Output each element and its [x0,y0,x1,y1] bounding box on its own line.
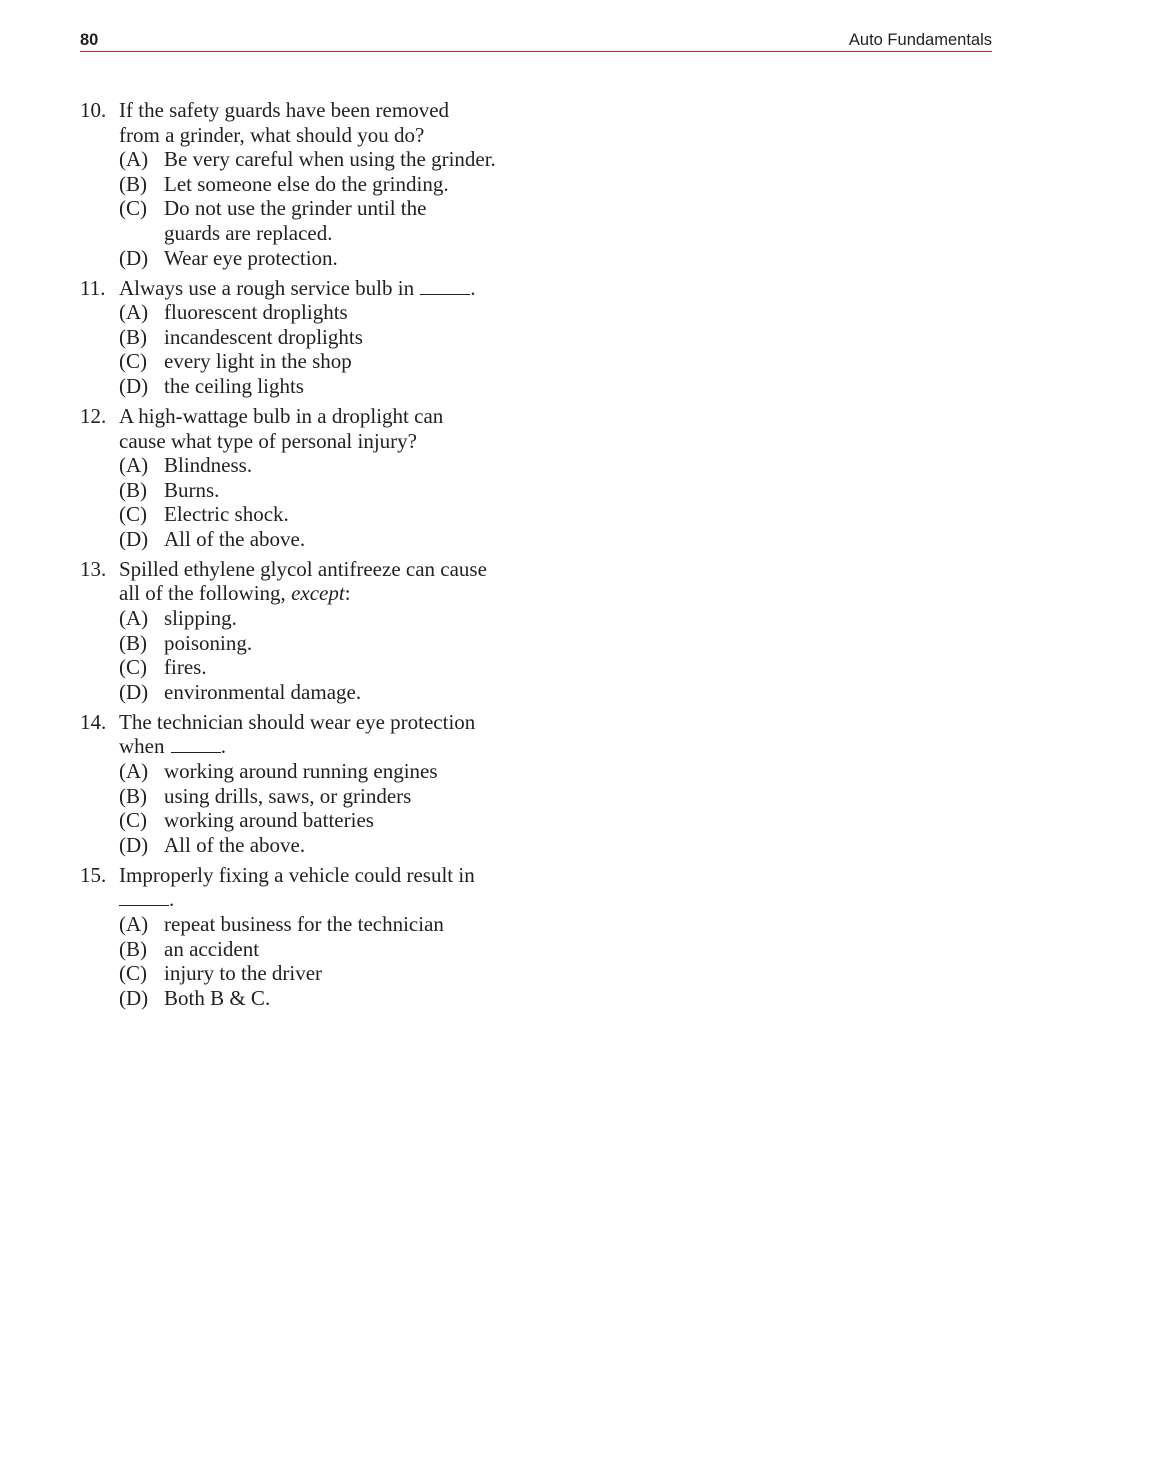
option-text: an accident [164,936,260,961]
answer-option-d [119,374,550,399]
option-label: (D) [119,245,149,270]
option-text: guards are replaced. [164,220,333,245]
stem-punctuation: . [220,734,226,759]
option-text: Be very careful when using the grinder. [164,147,496,172]
question-stem-line: If the safety guards have been removed [119,98,450,122]
option-text: Burns. [164,477,220,502]
stem-text: Always use a rough service bulb in [119,275,415,300]
answer-option-b [119,478,550,503]
question-list [80,98,550,1016]
question-stem-line [119,734,550,759]
answer-option-d [119,527,550,552]
option-label: (A) [119,300,149,325]
answer-option-a [119,147,550,172]
answer-option-b [119,631,550,656]
answer-options [119,300,550,398]
question-stem-line: A high-wattage bulb in a droplight can [119,403,444,428]
answer-option-b [119,172,550,197]
answer-options [119,759,550,857]
option-text: All of the above. [164,526,306,551]
option-text: working around batteries [164,808,374,833]
question-stem-line: cause what type of personal injury? [119,428,417,453]
question-stem-line: Improperly fixing a vehicle could result in [119,862,475,887]
option-text: fluorescent droplights [164,300,348,325]
option-text: All of the above. [164,832,306,857]
question-stem-line: Spilled ethylene glycol antifreeze can cause [119,556,487,581]
answer-option-b [119,937,550,962]
question-stem-line [119,887,550,912]
option-label: (C) [119,655,147,680]
question-12 [80,404,550,552]
stem-punctuation: . [470,275,476,300]
answer-option-b [119,784,550,809]
answer-option-c [119,349,550,374]
fill-in-blank [119,904,169,906]
answer-option-c [119,808,550,833]
answer-option-d [119,246,550,271]
stem-punctuation: . [169,887,175,912]
option-label: (C) [119,961,147,986]
option-label: (B) [119,477,147,502]
question-number: 13. [80,556,107,581]
fill-in-blank [171,751,221,753]
option-label: (B) [119,324,147,349]
option-text: poisoning. [164,630,253,655]
option-label: (D) [119,679,149,704]
answer-options [119,606,550,704]
option-text: Blindness. [164,453,253,478]
option-text: every light in the shop [164,349,352,374]
question-13 [80,557,550,705]
question-15 [80,863,550,1011]
answer-option-b [119,325,550,350]
option-text: environmental damage. [164,679,362,704]
option-text: Let someone else do the grinding. [164,171,449,196]
option-label: (A) [119,147,149,172]
question-10 [80,98,550,270]
option-text: incandescent droplights [164,324,363,349]
question-11 [80,276,550,399]
answer-option-a [119,606,550,631]
option-label: (B) [119,783,147,808]
option-label: (C) [119,349,147,374]
option-label: (A) [119,759,149,783]
answer-options [119,912,550,1010]
option-text: Wear eye protection. [164,245,338,270]
option-label: (D) [119,832,149,857]
running-title: Auto Fundamentals [848,31,992,49]
answer-option-d [119,680,550,705]
option-text: the ceiling lights [164,373,304,398]
stem-text: all of the following, [119,581,286,606]
question-number: 12. [80,403,107,428]
option-text: fires. [164,655,207,680]
fill-in-blank [420,293,470,295]
answer-option-a [119,912,550,937]
answer-option-d [119,986,550,1011]
page-number: 80 [80,31,99,49]
answer-option-c [119,196,550,245]
option-label: (A) [119,453,149,478]
option-label: (C) [119,196,147,221]
option-text: Both B & C. [164,985,271,1010]
option-text: using drills, saws, or grinders [164,783,412,808]
question-stem-line: The technician should wear eye protection [119,709,476,734]
option-label: (D) [119,526,149,551]
question-number: 15. [80,862,107,887]
question-stem-line: from a grinder, what should you do? [119,122,425,147]
option-label: (A) [119,911,149,936]
option-text: Electric shock. [164,502,289,527]
stem-emphasis: except [291,581,345,606]
option-text: Do not use the grinder until the [164,196,427,221]
answer-option-c [119,961,550,986]
answer-options [119,147,550,270]
answer-option-a [119,759,550,784]
answer-option-c [119,502,550,527]
answer-option-d [119,833,550,858]
option-label: (B) [119,936,147,961]
option-text: slipping. [164,606,237,631]
stem-text: when [119,734,165,759]
option-label: (B) [119,630,147,655]
option-text: repeat business for the technician [164,911,444,936]
option-text: injury to the driver [164,961,323,986]
option-label: (D) [119,373,149,398]
answer-option-a [119,300,550,325]
option-text: working around running engines [164,759,438,783]
page-header [80,30,992,52]
answer-option-c [119,655,550,680]
option-label: (C) [119,502,147,527]
answer-options [119,453,550,551]
answer-option-a [119,453,550,478]
question-14 [80,710,550,858]
option-label: (C) [119,808,147,833]
option-label: (B) [119,171,147,196]
question-number: 10. [80,98,107,122]
question-number: 14. [80,709,107,734]
stem-punctuation: : [344,581,351,606]
question-number: 11. [80,275,106,300]
option-label: (D) [119,985,149,1010]
question-stem [119,276,550,301]
question-stem-line [119,581,550,606]
option-label: (A) [119,606,149,631]
